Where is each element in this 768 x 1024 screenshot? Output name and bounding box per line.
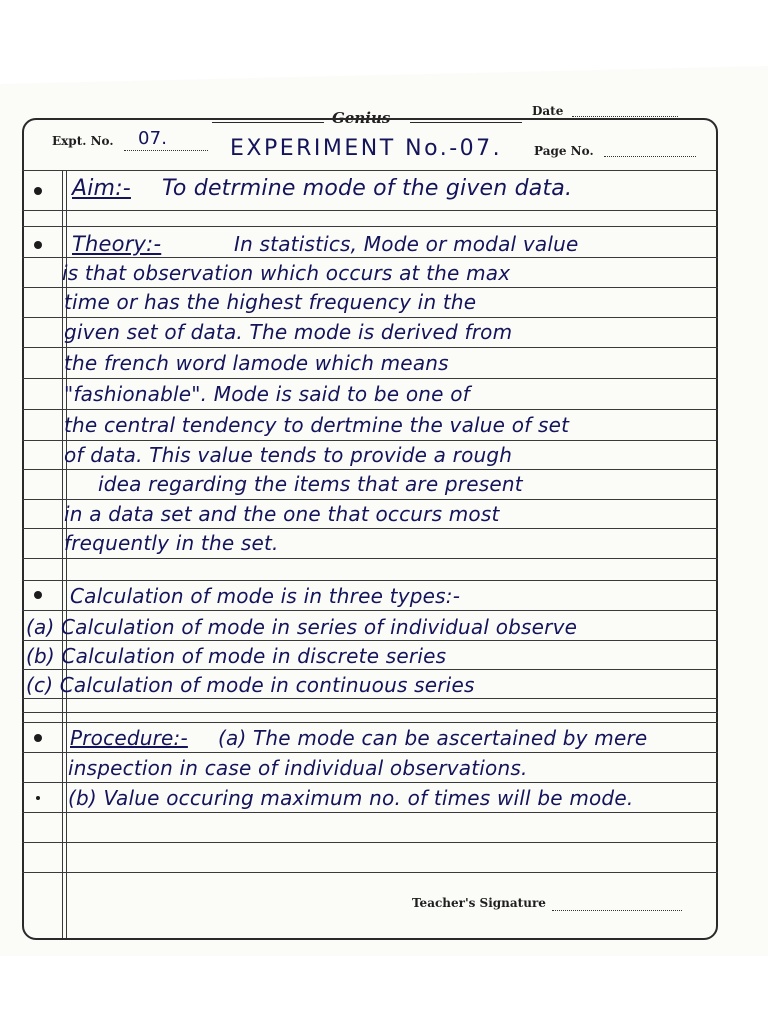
ruled-line	[22, 842, 718, 843]
ruled-line	[22, 210, 718, 211]
calculation-bullet	[34, 591, 42, 599]
procedure-line: (b) Value occuring maximum no. of times will be mode.	[68, 786, 634, 810]
ruled-line	[22, 170, 718, 171]
theory-line: frequently in the set.	[64, 531, 279, 555]
ruled-line	[22, 722, 718, 723]
ruled-line	[22, 409, 718, 410]
ruled-line	[22, 226, 718, 227]
ruled-line	[22, 317, 718, 318]
aim-text: To detrmine mode of the given data.	[162, 176, 573, 201]
procedure-dot	[36, 796, 40, 800]
ruled-line	[22, 440, 718, 441]
ruled-line	[22, 287, 718, 288]
ruled-line	[22, 528, 718, 529]
margin-line	[62, 170, 63, 938]
procedure-label: Procedure:-	[70, 726, 188, 750]
theory-line: given set of data. The mode is derived from	[64, 320, 513, 344]
brand-name: Genius	[332, 109, 391, 127]
ruled-line	[22, 812, 718, 813]
procedure-bullet	[34, 734, 42, 742]
theory-line: "fashionable". Mode is said to be one of	[64, 382, 470, 406]
theory-label: Theory:-	[72, 232, 162, 256]
experiment-title: EXPERIMENT No.-07.	[230, 136, 503, 161]
signature-line	[552, 910, 682, 911]
date-field-line	[572, 116, 678, 117]
ruled-line	[22, 640, 718, 641]
procedure-line: (a) The mode can be ascertained by mere	[218, 726, 648, 750]
ruled-line	[22, 669, 718, 670]
theory-line: is that observation which occurs at the max	[62, 261, 511, 285]
calculation-item: (c) Calculation of mode in continuous series	[26, 673, 475, 697]
ruled-line	[22, 558, 718, 559]
ruled-line	[22, 610, 718, 611]
expt-no-line	[124, 150, 208, 151]
theory-line: of data. This value tends to provide a rough	[64, 443, 513, 467]
expt-no-label: Expt. No.	[52, 134, 114, 148]
calculation-item: (b) Calculation of mode in discrete series	[26, 644, 447, 668]
teacher-signature-label: Teacher's Signature	[412, 896, 546, 910]
ruled-line	[22, 257, 718, 258]
procedure-line: inspection in case of individual observations.	[68, 756, 528, 780]
theory-line: in a data set and the one that occurs most	[64, 502, 500, 526]
theory-line: idea regarding the items that are present	[98, 472, 523, 496]
calculation-item: (a) Calculation of mode in series of individual observe	[26, 615, 578, 639]
ruled-line	[22, 712, 718, 713]
theory-line: time or has the highest frequency in the	[64, 290, 477, 314]
theory-bullet	[34, 241, 42, 249]
ruled-line	[22, 782, 718, 783]
page-no-label: Page No.	[534, 144, 594, 158]
ruled-line	[22, 872, 718, 873]
ruled-line	[22, 752, 718, 753]
aim-bullet	[34, 187, 42, 195]
theory-line: In statistics, Mode or modal value	[234, 232, 579, 256]
ruled-line	[22, 698, 718, 699]
aim-label: Aim:-	[72, 176, 131, 201]
ruled-line	[22, 378, 718, 379]
ruled-line	[22, 580, 718, 581]
page-no-line	[604, 156, 696, 157]
calculation-heading: Calculation of mode is in three types:-	[70, 584, 461, 608]
ruled-line	[22, 469, 718, 470]
ruled-line	[22, 347, 718, 348]
expt-no-value: 07.	[138, 128, 168, 149]
theory-line: the french word lamode which means	[64, 351, 449, 375]
theory-line: the central tendency to dertmine the value of set	[64, 413, 570, 437]
ruled-line	[22, 499, 718, 500]
date-label: Date	[532, 104, 564, 118]
